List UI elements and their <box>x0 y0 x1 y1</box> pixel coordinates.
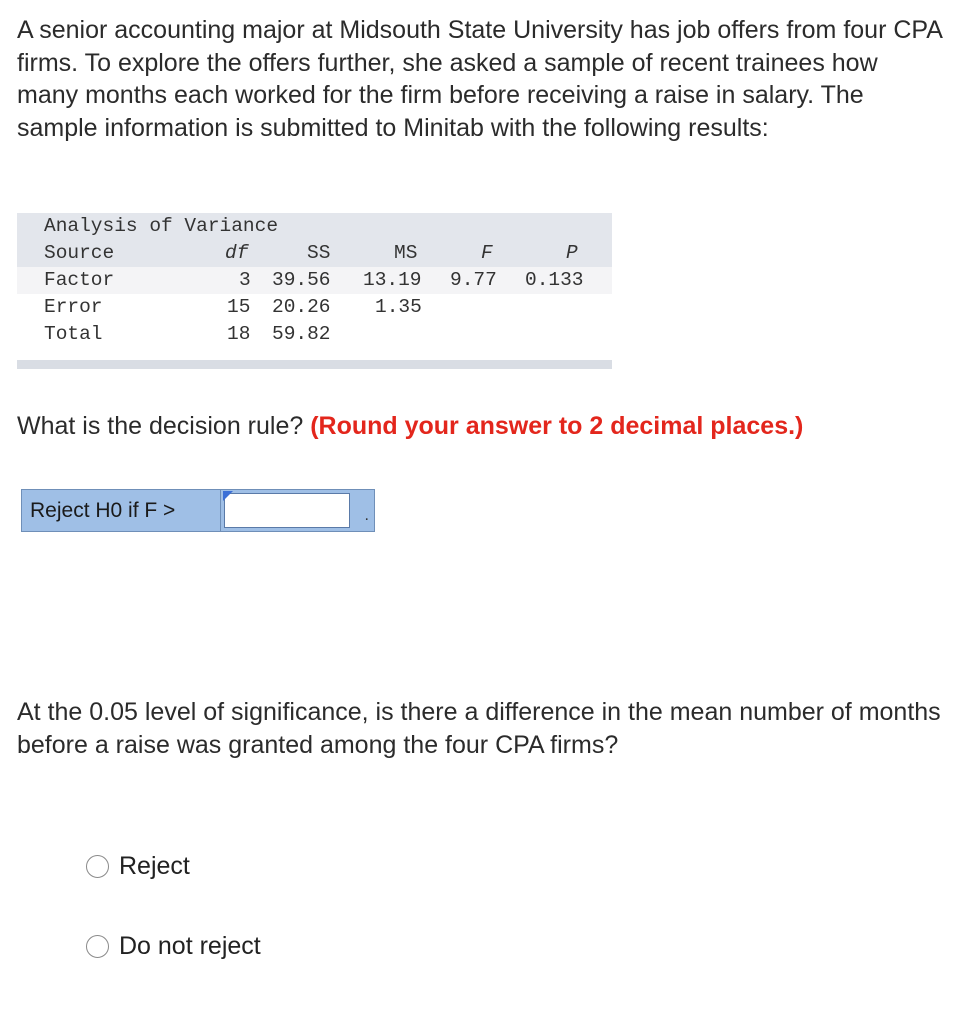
row-error-source: Error <box>44 296 103 318</box>
row-factor-ss: 39.56 <box>272 269 331 291</box>
problem-statement: A senior accounting major at Midsouth State University has job offers from four CPA firms. To explore the offers further, she asked a sample of recent trainees how many months each worked for the firm before receiving a raise in salary. The sample information is submitted to Minitab with the following results: <box>17 16 942 142</box>
row-factor-df: 3 <box>239 269 251 291</box>
rounding-note: (Round your answer to 2 decimal places.) <box>310 412 804 440</box>
radio-circle-icon[interactable] <box>86 855 109 878</box>
header-source: Source <box>44 242 115 264</box>
anova-row-band <box>17 348 612 360</box>
header-ss: SS <box>307 242 331 264</box>
input-marker-icon <box>223 491 233 501</box>
header-p: P <box>566 242 578 264</box>
radio-circle-icon[interactable] <box>86 935 109 958</box>
option-do-not-reject[interactable] <box>86 932 261 961</box>
option-reject-label: Reject <box>119 852 190 880</box>
answer-suffix: . <box>364 507 369 524</box>
anova-title: Analysis of Variance <box>44 215 279 237</box>
option-do-not-reject-label: Do not reject <box>119 932 261 960</box>
row-error-ss: 20.26 <box>272 296 331 318</box>
decision-rule-answer <box>21 489 375 532</box>
anova-table <box>17 213 612 370</box>
row-total-ss: 59.82 <box>272 323 331 345</box>
row-factor-ms: 13.19 <box>363 269 422 291</box>
critical-value-input[interactable] <box>224 493 350 528</box>
row-factor-p: 0.133 <box>525 269 584 291</box>
decision-rule-question <box>17 410 942 443</box>
row-error-df: 15 <box>227 296 251 318</box>
row-factor-f: 9.77 <box>450 269 497 291</box>
header-f: F <box>481 242 493 264</box>
header-ms: MS <box>394 242 418 264</box>
header-df: df <box>225 242 249 264</box>
decision-rule-question-text: What is the decision rule? <box>17 412 311 440</box>
row-error-ms: 1.35 <box>375 296 422 318</box>
answer-label: Reject H0 if F > <box>21 489 221 532</box>
answer-input-wrap <box>221 489 375 532</box>
option-reject[interactable] <box>86 852 190 881</box>
significance-question: At the 0.05 level of significance, is there a difference in the mean number of months before a raise was granted among the four CPA firms? <box>17 698 941 759</box>
anova-bottom-bar <box>17 360 612 369</box>
row-total-df: 18 <box>227 323 251 345</box>
row-factor-source: Factor <box>44 269 115 291</box>
row-total-source: Total <box>44 323 103 345</box>
